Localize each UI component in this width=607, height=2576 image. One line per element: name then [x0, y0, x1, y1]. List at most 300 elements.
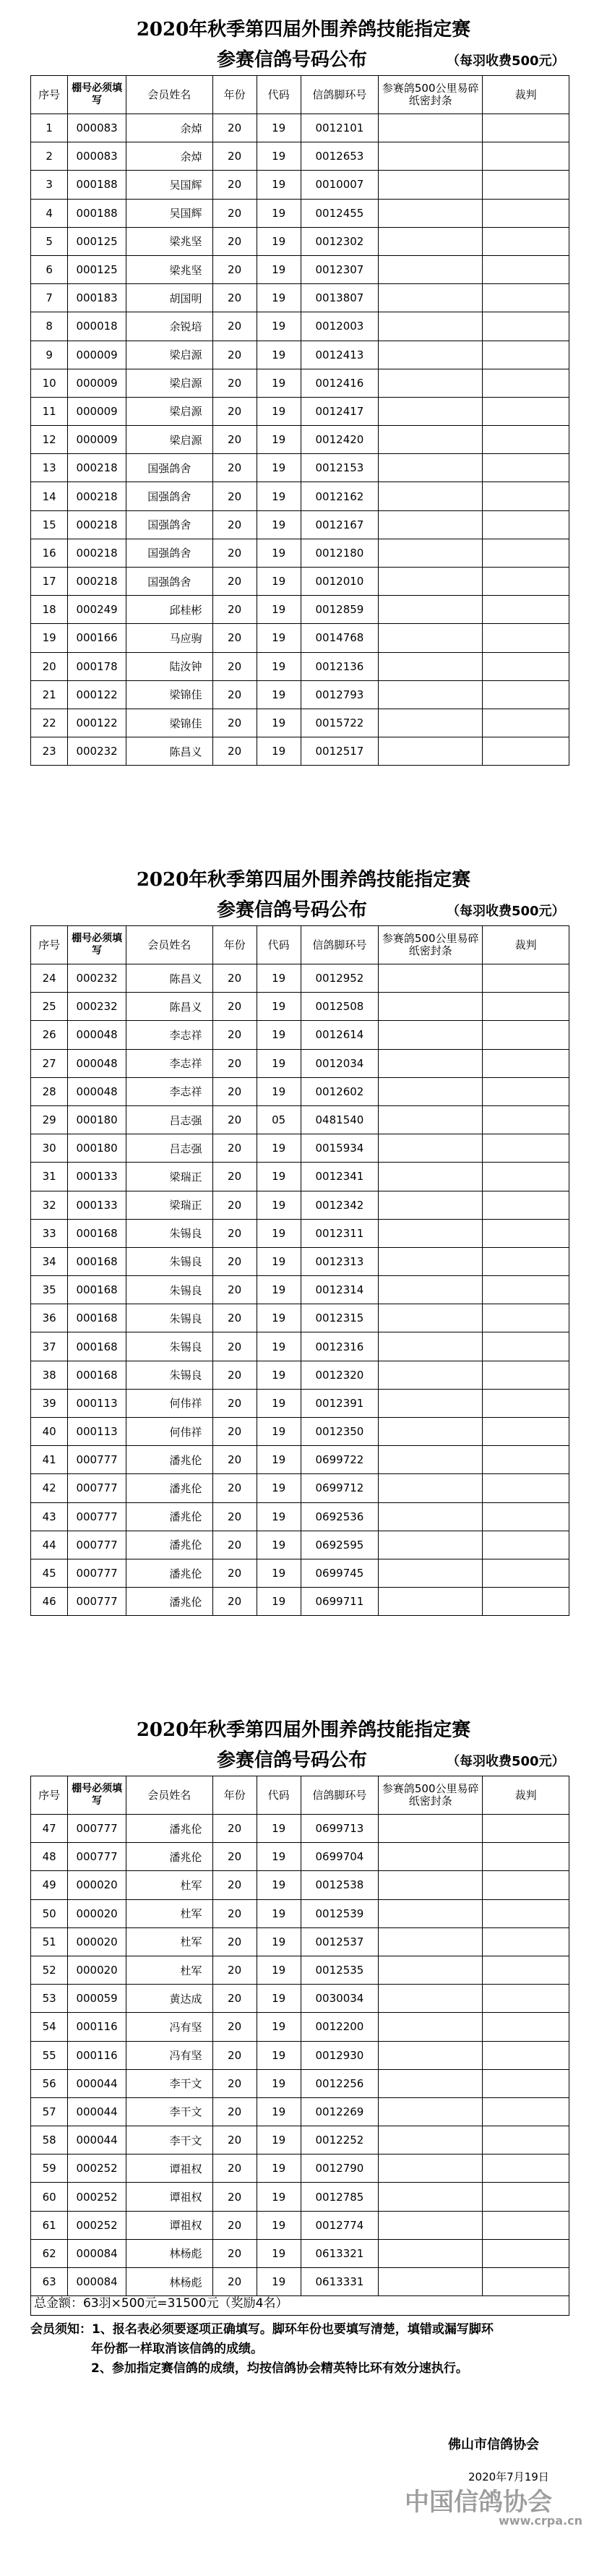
seq-cell: 46 [31, 1588, 68, 1616]
year-cell: 20 [212, 1502, 257, 1531]
loft-cell: 000188 [68, 171, 126, 199]
loft-cell: 000777 [68, 1588, 126, 1616]
judge-cell [483, 680, 569, 709]
judge-cell [483, 1105, 569, 1134]
loft-cell: 000252 [68, 2183, 126, 2211]
seq-cell: 48 [31, 1843, 68, 1871]
code-cell: 19 [257, 397, 301, 425]
header-member: 会员姓名 [126, 1776, 212, 1815]
judge-cell [483, 1361, 569, 1389]
member-cell: 谭祖权 [126, 2211, 212, 2239]
year-cell: 20 [212, 1418, 257, 1446]
seq-cell: 49 [31, 1871, 68, 1899]
loft-cell: 000009 [68, 426, 126, 454]
ring-cell: 0012774 [301, 2211, 378, 2239]
table-row [31, 1843, 569, 1871]
loft-cell: 000168 [68, 1219, 126, 1247]
table-row [31, 142, 569, 171]
seq-cell: 34 [31, 1247, 68, 1275]
code-cell: 19 [257, 255, 301, 283]
member-cell: 梁兆坚 [126, 255, 212, 283]
seq-cell: 39 [31, 1389, 68, 1417]
code-cell: 19 [257, 2268, 301, 2296]
seq-cell: 35 [31, 1276, 68, 1304]
ring-cell: 0012417 [301, 397, 378, 425]
code-cell: 19 [257, 1927, 301, 1956]
year-cell: 20 [212, 1956, 257, 1984]
judge-cell [483, 709, 569, 737]
seal-cell [379, 1049, 483, 1077]
judge-cell [483, 255, 569, 283]
code-cell: 19 [257, 454, 301, 482]
loft-cell: 000113 [68, 1418, 126, 1446]
judge-cell [483, 1843, 569, 1871]
table-row [31, 2013, 569, 2041]
page-title: 2020年秋季第四届外围养鸽技能指定赛 [136, 1719, 471, 1741]
code-cell: 19 [257, 1985, 301, 2013]
code-cell: 19 [257, 341, 301, 369]
seal-cell [379, 1843, 483, 1871]
seal-cell [379, 1815, 483, 1843]
code-cell: 19 [257, 680, 301, 709]
table-row [31, 255, 569, 283]
ring-cell: 0012508 [301, 993, 378, 1021]
year-cell: 20 [212, 1332, 257, 1361]
judge-cell [483, 1418, 569, 1446]
judge-cell [483, 1474, 569, 1502]
judge-cell [483, 142, 569, 171]
seal-cell [379, 2183, 483, 2211]
seal-cell [379, 114, 483, 142]
year-cell: 20 [212, 964, 257, 993]
seal-cell [379, 964, 483, 993]
table-row [31, 227, 569, 255]
year-cell: 20 [212, 2126, 257, 2154]
loft-cell: 000020 [68, 1927, 126, 1956]
member-cell: 李干文 [126, 2097, 212, 2126]
entries-table [30, 925, 569, 1616]
header-seal: 参赛鸽500公里易碎纸密封条 [379, 926, 483, 964]
seal-cell [379, 199, 483, 227]
loft-cell: 000122 [68, 709, 126, 737]
code-cell: 19 [257, 1502, 301, 1531]
judge-cell [483, 539, 569, 567]
code-cell: 19 [257, 2239, 301, 2267]
seq-cell: 62 [31, 2239, 68, 2267]
code-cell: 19 [257, 199, 301, 227]
member-cell: 国强鸽舍 [126, 482, 212, 510]
seq-cell: 18 [31, 596, 68, 624]
code-cell: 19 [257, 1843, 301, 1871]
ring-cell: 0012416 [301, 369, 378, 397]
seq-cell: 52 [31, 1956, 68, 1984]
seal-cell [379, 510, 483, 539]
loft-cell: 000218 [68, 454, 126, 482]
total-amount: 总金额：63羽×500元=31500元（奖励4名） [30, 2291, 569, 2316]
ring-cell: 0012341 [301, 1163, 378, 1191]
year-cell: 20 [212, 255, 257, 283]
year-cell: 20 [212, 2069, 257, 2097]
table-row [31, 1474, 569, 1502]
ring-cell: 0012315 [301, 1304, 378, 1332]
member-cell: 李干文 [126, 2069, 212, 2097]
page-subtitle: 参赛信鸽号码公布 [217, 49, 368, 71]
ring-cell: 0012538 [301, 1871, 378, 1899]
judge-cell [483, 737, 569, 766]
member-cell: 潘兆伦 [126, 1446, 212, 1474]
judge-cell [483, 596, 569, 624]
year-cell: 20 [212, 709, 257, 737]
member-cell: 国强鸽舍 [126, 510, 212, 539]
ring-cell: 0012952 [301, 964, 378, 993]
year-cell: 20 [212, 624, 257, 652]
table-row [31, 680, 569, 709]
year-cell: 20 [212, 2211, 257, 2239]
seq-cell: 9 [31, 341, 68, 369]
table-row [31, 1361, 569, 1389]
member-cell: 国强鸽舍 [126, 568, 212, 596]
seal-cell [379, 1134, 483, 1163]
table-row [31, 1956, 569, 1984]
seal-cell [379, 1247, 483, 1275]
member-cell: 李志祥 [126, 1077, 212, 1105]
seal-cell [379, 1474, 483, 1502]
table-row [31, 1021, 569, 1049]
seal-cell [379, 596, 483, 624]
member-cell: 梁启源 [126, 426, 212, 454]
ring-cell: 0699722 [301, 1446, 378, 1474]
seq-cell: 25 [31, 993, 68, 1021]
table-row [31, 2183, 569, 2211]
judge-cell [483, 1191, 569, 1219]
year-cell: 20 [212, 510, 257, 539]
year-cell: 20 [212, 737, 257, 766]
header-ring: 信鸽脚环号 [301, 1776, 378, 1815]
code-cell: 19 [257, 2154, 301, 2183]
year-cell: 20 [212, 1559, 257, 1587]
code-cell: 19 [257, 482, 301, 510]
code-cell: 19 [257, 993, 301, 1021]
table-row [31, 2126, 569, 2154]
member-cell: 冯有坚 [126, 2041, 212, 2069]
member-cell: 马应驹 [126, 624, 212, 652]
header-ring: 信鸽脚环号 [301, 76, 378, 114]
loft-cell: 000083 [68, 142, 126, 171]
ring-cell: 0012153 [301, 454, 378, 482]
loft-cell: 000232 [68, 737, 126, 766]
ring-cell: 0012790 [301, 2154, 378, 2183]
year-cell: 20 [212, 454, 257, 482]
table-row [31, 369, 569, 397]
member-cell: 余锐培 [126, 312, 212, 341]
member-cell: 何伟祥 [126, 1389, 212, 1417]
code-cell: 19 [257, 1418, 301, 1446]
member-cell: 陈昌义 [126, 737, 212, 766]
seal-cell [379, 1502, 483, 1531]
year-cell: 20 [212, 114, 257, 142]
seq-cell: 14 [31, 482, 68, 510]
year-cell: 20 [212, 680, 257, 709]
code-cell: 19 [257, 539, 301, 567]
table-row [31, 1105, 569, 1134]
member-cell: 潘兆伦 [126, 1588, 212, 1616]
member-cell: 潘兆伦 [126, 1815, 212, 1843]
ring-cell: 0012342 [301, 1191, 378, 1219]
judge-cell [483, 369, 569, 397]
seq-cell: 30 [31, 1134, 68, 1163]
year-cell: 20 [212, 1134, 257, 1163]
seal-cell [379, 2069, 483, 2097]
seq-cell: 13 [31, 454, 68, 482]
table-row [31, 1985, 569, 2013]
seal-cell [379, 1021, 483, 1049]
ring-cell: 0012614 [301, 1021, 378, 1049]
year-cell: 20 [212, 1361, 257, 1389]
code-cell: 19 [257, 1474, 301, 1502]
judge-cell [483, 1899, 569, 1927]
loft-cell: 000113 [68, 1389, 126, 1417]
seq-cell: 23 [31, 737, 68, 766]
seq-cell: 63 [31, 2268, 68, 2296]
year-cell: 20 [212, 1871, 257, 1899]
code-cell: 19 [257, 1191, 301, 1219]
judge-cell [483, 114, 569, 142]
ring-cell: 0012455 [301, 199, 378, 227]
year-cell: 20 [212, 596, 257, 624]
seq-cell: 56 [31, 2069, 68, 2097]
member-cell: 杜军 [126, 1927, 212, 1956]
header-row [31, 926, 569, 964]
loft-cell: 000084 [68, 2239, 126, 2267]
ring-cell: 0012316 [301, 1332, 378, 1361]
publish-date: 2020年7月19日 [468, 2470, 549, 2483]
code-cell: 19 [257, 709, 301, 737]
judge-cell [483, 1446, 569, 1474]
member-cell: 朱锡良 [126, 1361, 212, 1389]
loft-cell: 000183 [68, 284, 126, 312]
judge-cell [483, 1021, 569, 1049]
table-row [31, 1077, 569, 1105]
judge-cell [483, 1134, 569, 1163]
ring-cell: 0012314 [301, 1276, 378, 1304]
seal-cell [379, 1191, 483, 1219]
loft-cell: 000125 [68, 255, 126, 283]
seq-cell: 7 [31, 284, 68, 312]
loft-cell: 000020 [68, 1871, 126, 1899]
judge-cell [483, 482, 569, 510]
header-judge: 裁判 [483, 76, 569, 114]
ring-cell: 0699745 [301, 1559, 378, 1587]
judge-cell [483, 1219, 569, 1247]
ring-cell: 0012256 [301, 2069, 378, 2097]
table-row [31, 1502, 569, 1531]
member-cell: 杜军 [126, 1899, 212, 1927]
code-cell: 19 [257, 2013, 301, 2041]
seal-cell [379, 2239, 483, 2267]
loft-cell: 000168 [68, 1304, 126, 1332]
code-cell: 19 [257, 171, 301, 199]
ring-cell: 0012180 [301, 539, 378, 567]
header-code: 代码 [257, 76, 301, 114]
member-cell: 潘兆伦 [126, 1502, 212, 1531]
seal-cell [379, 1871, 483, 1899]
seal-cell [379, 341, 483, 369]
ring-cell: 0699713 [301, 1815, 378, 1843]
code-cell: 19 [257, 2069, 301, 2097]
loft-cell: 000777 [68, 1502, 126, 1531]
table-row [31, 1304, 569, 1332]
page-title: 2020年秋季第四届外围养鸽技能指定赛 [136, 869, 471, 891]
seal-cell [379, 1361, 483, 1389]
year-cell: 20 [212, 426, 257, 454]
loft-cell: 000122 [68, 680, 126, 709]
member-cell: 陆汝钟 [126, 652, 212, 680]
member-cell: 余焯 [126, 142, 212, 171]
seal-cell [379, 2097, 483, 2126]
seal-cell [379, 539, 483, 567]
table-row [31, 2069, 569, 2097]
header-year: 年份 [212, 1776, 257, 1815]
table-row [31, 1134, 569, 1163]
seq-cell: 51 [31, 1927, 68, 1956]
ring-cell: 0012859 [301, 596, 378, 624]
year-cell: 20 [212, 1077, 257, 1105]
ring-cell: 0012162 [301, 482, 378, 510]
year-cell: 20 [212, 1219, 257, 1247]
member-cell: 林杨彪 [126, 2268, 212, 2296]
ring-cell: 0015722 [301, 709, 378, 737]
fee-note: （每羽收费500元） [447, 904, 565, 919]
table-row [31, 1927, 569, 1956]
seq-cell: 54 [31, 2013, 68, 2041]
ring-cell: 0012307 [301, 255, 378, 283]
member-cell: 国强鸽舍 [126, 454, 212, 482]
header-seq: 序号 [31, 926, 68, 964]
seq-cell: 17 [31, 568, 68, 596]
table-row [31, 2097, 569, 2126]
member-cell: 梁锦佳 [126, 709, 212, 737]
loft-cell: 000218 [68, 510, 126, 539]
code-cell: 19 [257, 1219, 301, 1247]
judge-cell [483, 1871, 569, 1899]
year-cell: 20 [212, 482, 257, 510]
seq-cell: 5 [31, 227, 68, 255]
judge-cell [483, 1815, 569, 1843]
year-cell: 20 [212, 568, 257, 596]
ring-cell: 0613331 [301, 2268, 378, 2296]
member-cell: 杜军 [126, 1956, 212, 1984]
loft-cell: 000059 [68, 1985, 126, 2013]
seal-cell [379, 652, 483, 680]
year-cell: 20 [212, 2239, 257, 2267]
judge-cell [483, 1276, 569, 1304]
table-row [31, 426, 569, 454]
table-row [31, 397, 569, 425]
header-year: 年份 [212, 926, 257, 964]
loft-cell: 000232 [68, 964, 126, 993]
seq-cell: 16 [31, 539, 68, 567]
seq-cell: 55 [31, 2041, 68, 2069]
seq-cell: 15 [31, 510, 68, 539]
header-code: 代码 [257, 1776, 301, 1815]
fee-note: （每羽收费500元） [447, 1754, 565, 1769]
year-cell: 20 [212, 1049, 257, 1077]
loft-cell: 000168 [68, 1332, 126, 1361]
header-year: 年份 [212, 76, 257, 114]
seq-cell: 37 [31, 1332, 68, 1361]
seq-cell: 24 [31, 964, 68, 993]
judge-cell [483, 1927, 569, 1956]
page-title: 2020年秋季第四届外围养鸽技能指定赛 [136, 19, 471, 40]
judge-cell [483, 397, 569, 425]
ring-cell: 0012537 [301, 1927, 378, 1956]
header-loft: 棚号必须填写 [68, 76, 126, 114]
judge-cell [483, 2211, 569, 2239]
header-judge: 裁判 [483, 1776, 569, 1815]
ring-cell: 0012311 [301, 1219, 378, 1247]
member-cell: 李志祥 [126, 1049, 212, 1077]
fee-note: （每羽收费500元） [447, 54, 565, 69]
seq-cell: 8 [31, 312, 68, 341]
judge-cell [483, 312, 569, 341]
judge-cell [483, 1049, 569, 1077]
loft-cell: 000048 [68, 1021, 126, 1049]
member-cell: 李干文 [126, 2126, 212, 2154]
header-judge: 裁判 [483, 926, 569, 964]
seq-cell: 40 [31, 1418, 68, 1446]
judge-cell [483, 1985, 569, 2013]
ring-cell: 0012793 [301, 680, 378, 709]
judge-cell [483, 1502, 569, 1531]
ring-cell: 0030034 [301, 1985, 378, 2013]
loft-cell: 000133 [68, 1163, 126, 1191]
ring-cell: 0012413 [301, 341, 378, 369]
table-row [31, 964, 569, 993]
year-cell: 20 [212, 1021, 257, 1049]
page-subtitle: 参赛信鸽号码公布 [217, 899, 368, 921]
member-notice [30, 2320, 580, 2379]
judge-cell [483, 171, 569, 199]
seal-cell [379, 426, 483, 454]
ring-cell: 0012313 [301, 1247, 378, 1275]
year-cell: 20 [212, 1985, 257, 2013]
member-cell: 谭祖权 [126, 2154, 212, 2183]
year-cell: 20 [212, 1276, 257, 1304]
header-row [31, 1776, 569, 1815]
table-row [31, 2154, 569, 2183]
seal-cell [379, 1163, 483, 1191]
year-cell: 20 [212, 2013, 257, 2041]
loft-cell: 000009 [68, 397, 126, 425]
table-row [31, 312, 569, 341]
judge-cell [483, 2154, 569, 2183]
code-cell: 19 [257, 1304, 301, 1332]
year-cell: 20 [212, 142, 257, 171]
year-cell: 20 [212, 1531, 257, 1559]
table-row [31, 510, 569, 539]
member-cell: 余焯 [126, 114, 212, 142]
seal-cell [379, 1332, 483, 1361]
year-cell: 20 [212, 2154, 257, 2183]
member-cell: 朱锡良 [126, 1219, 212, 1247]
seq-cell: 57 [31, 2097, 68, 2126]
seq-cell: 12 [31, 426, 68, 454]
table-row [31, 1815, 569, 1843]
year-cell: 20 [212, 199, 257, 227]
notice-line-3: 2、参加指定赛信鸽的成绩，均按信鸽协会精英特比环有效分速执行。 [91, 2361, 468, 2376]
header-seq: 序号 [31, 76, 68, 114]
judge-cell [483, 2126, 569, 2154]
